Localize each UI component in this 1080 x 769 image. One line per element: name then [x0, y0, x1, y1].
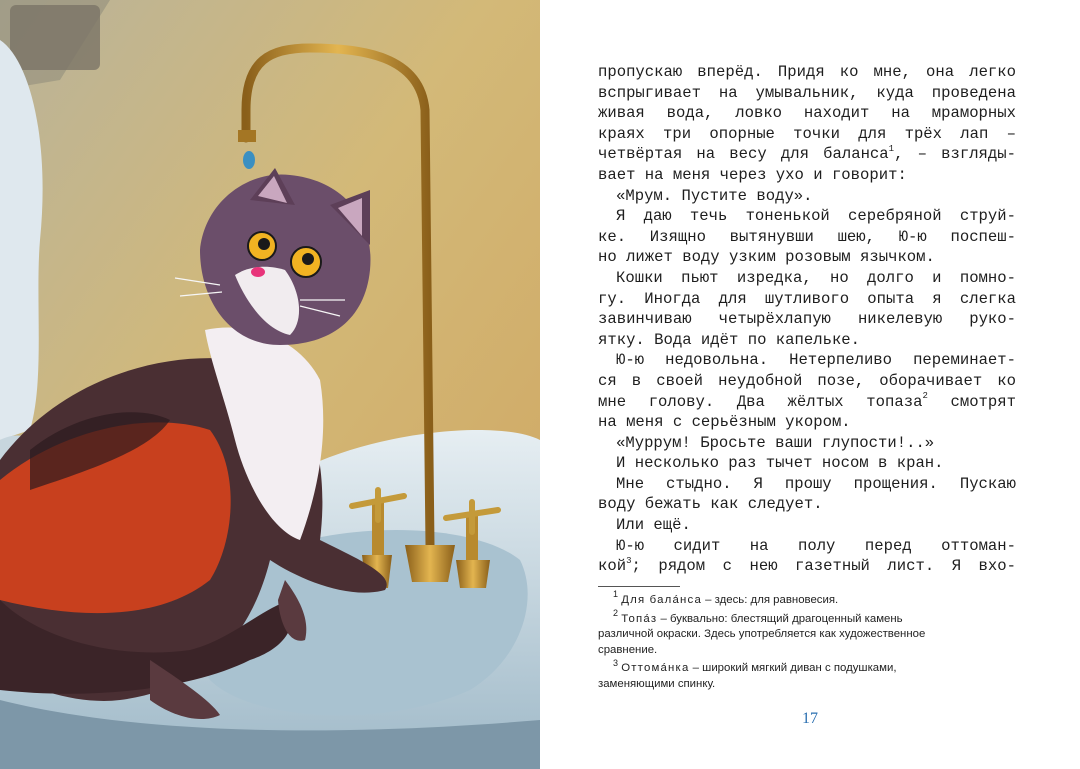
- footnote-line: различной окраски. Здесь употребляется как художественное: [598, 628, 926, 641]
- text-page: [540, 0, 1080, 769]
- footnote-line: [598, 589, 1018, 609]
- footnote-text: – буквально: блестящий драгоценный камень: [657, 612, 903, 625]
- footnote-ref: 2: [922, 391, 928, 402]
- text-line: Кошки пьют изредка, но долго и помно-: [616, 268, 1016, 287]
- text-line: живая вода, ловко находит на мраморных: [598, 104, 1016, 123]
- footnote-line: сравнение.: [598, 643, 658, 656]
- footnote-ref: 1: [888, 144, 895, 155]
- faucet-spout: [238, 130, 256, 142]
- wall-ornament: [10, 5, 100, 70]
- text-line: И несколько раз тычет носом в кран.: [616, 454, 944, 473]
- text-fragment: мне голову. Два жёлтых топаза: [598, 392, 923, 411]
- text-line: [598, 392, 1016, 413]
- footnote-line: заменяющими спинку.: [598, 677, 716, 690]
- text-line: воду бежать как следует.: [598, 495, 823, 514]
- footnote: [598, 589, 1018, 609]
- footnote-text: – широкий мягкий диван с подушками,: [689, 662, 897, 675]
- text-line: на меня с серьёзным укором.: [598, 413, 851, 432]
- footnote-text: – здесь: для равновесия.: [701, 594, 839, 606]
- text-line: [598, 556, 1016, 577]
- cat-left-pupil: [258, 238, 270, 250]
- footnote-ref: 3: [626, 556, 632, 567]
- cat-right-pupil: [302, 253, 314, 265]
- page-number: 17: [802, 710, 818, 727]
- text-fragment: четвёртая на весу для баланса: [598, 145, 889, 164]
- text-line: Мне стыдно. Я прошу прощения. Пускаю: [616, 474, 1016, 493]
- water-drop: [243, 151, 255, 169]
- footnote-line: [598, 657, 1018, 677]
- footnote: [598, 657, 1018, 692]
- cat-nose: [251, 267, 265, 277]
- text-line: Ю-ю недовольна. Нетерпеливо переминает-: [616, 351, 1016, 370]
- footnote-term: Топа́з: [621, 612, 658, 625]
- text-line: вспрыгивает на умывальник, куда проведена: [598, 83, 1016, 102]
- footnotes: [598, 589, 1018, 696]
- text-line: «Мрум. Пустите воду».: [616, 186, 813, 205]
- text-line: Или ещё.: [616, 516, 691, 535]
- text-line: вает на меня через ухо и говорит:: [598, 165, 907, 184]
- text-line: но лижет воду узким розовым язычком.: [598, 248, 935, 267]
- text-fragment: , – взгляды-: [894, 145, 1016, 164]
- footnote-number: 3: [613, 657, 619, 668]
- footnote-divider: [598, 586, 680, 587]
- text-line: «Муррум! Бросьте ваши глупости!..»: [616, 433, 935, 452]
- footnote: [598, 607, 1018, 659]
- text-line: краях три опорные точки для трёх лап –: [598, 124, 1016, 143]
- footnote-term: Оттома́нка: [621, 662, 690, 675]
- text-fragment: смотрят: [927, 392, 1016, 411]
- footnote-term: Для бала́нса: [621, 594, 702, 606]
- text-line: пропускаю вперёд. Придя ко мне, она легко: [598, 63, 1016, 81]
- footnote-number: 1: [613, 589, 619, 600]
- text-fragment: ; рядом с нею газетный лист. Я вхо-: [631, 557, 1016, 576]
- footnote-line: [598, 607, 1018, 628]
- footnote-number: 2: [613, 607, 619, 618]
- text-line: завинчиваю четырёхлапую никелевую руко-: [598, 310, 1016, 329]
- text-line: ке. Изящно вытянувши шею, Ю-ю поспеш-: [598, 227, 1016, 246]
- text-line: ятку. Вода идёт по капельке.: [598, 330, 861, 349]
- text-line: Ю-ю сидит на полу перед оттоман-: [616, 536, 1016, 555]
- text-line: [598, 144, 1016, 165]
- right-tap-base: [456, 560, 490, 588]
- text-fragment: кой: [598, 557, 627, 576]
- text-line: Я даю течь тоненькой серебряной струй-: [616, 207, 1016, 226]
- text-line: гу. Иногда для шутливого опыта я слегка: [598, 289, 1016, 308]
- faucet-base: [405, 545, 455, 582]
- text-line: ся в своей неудобной позе, оборачивает ко: [598, 371, 1016, 390]
- body-text: [598, 62, 1016, 577]
